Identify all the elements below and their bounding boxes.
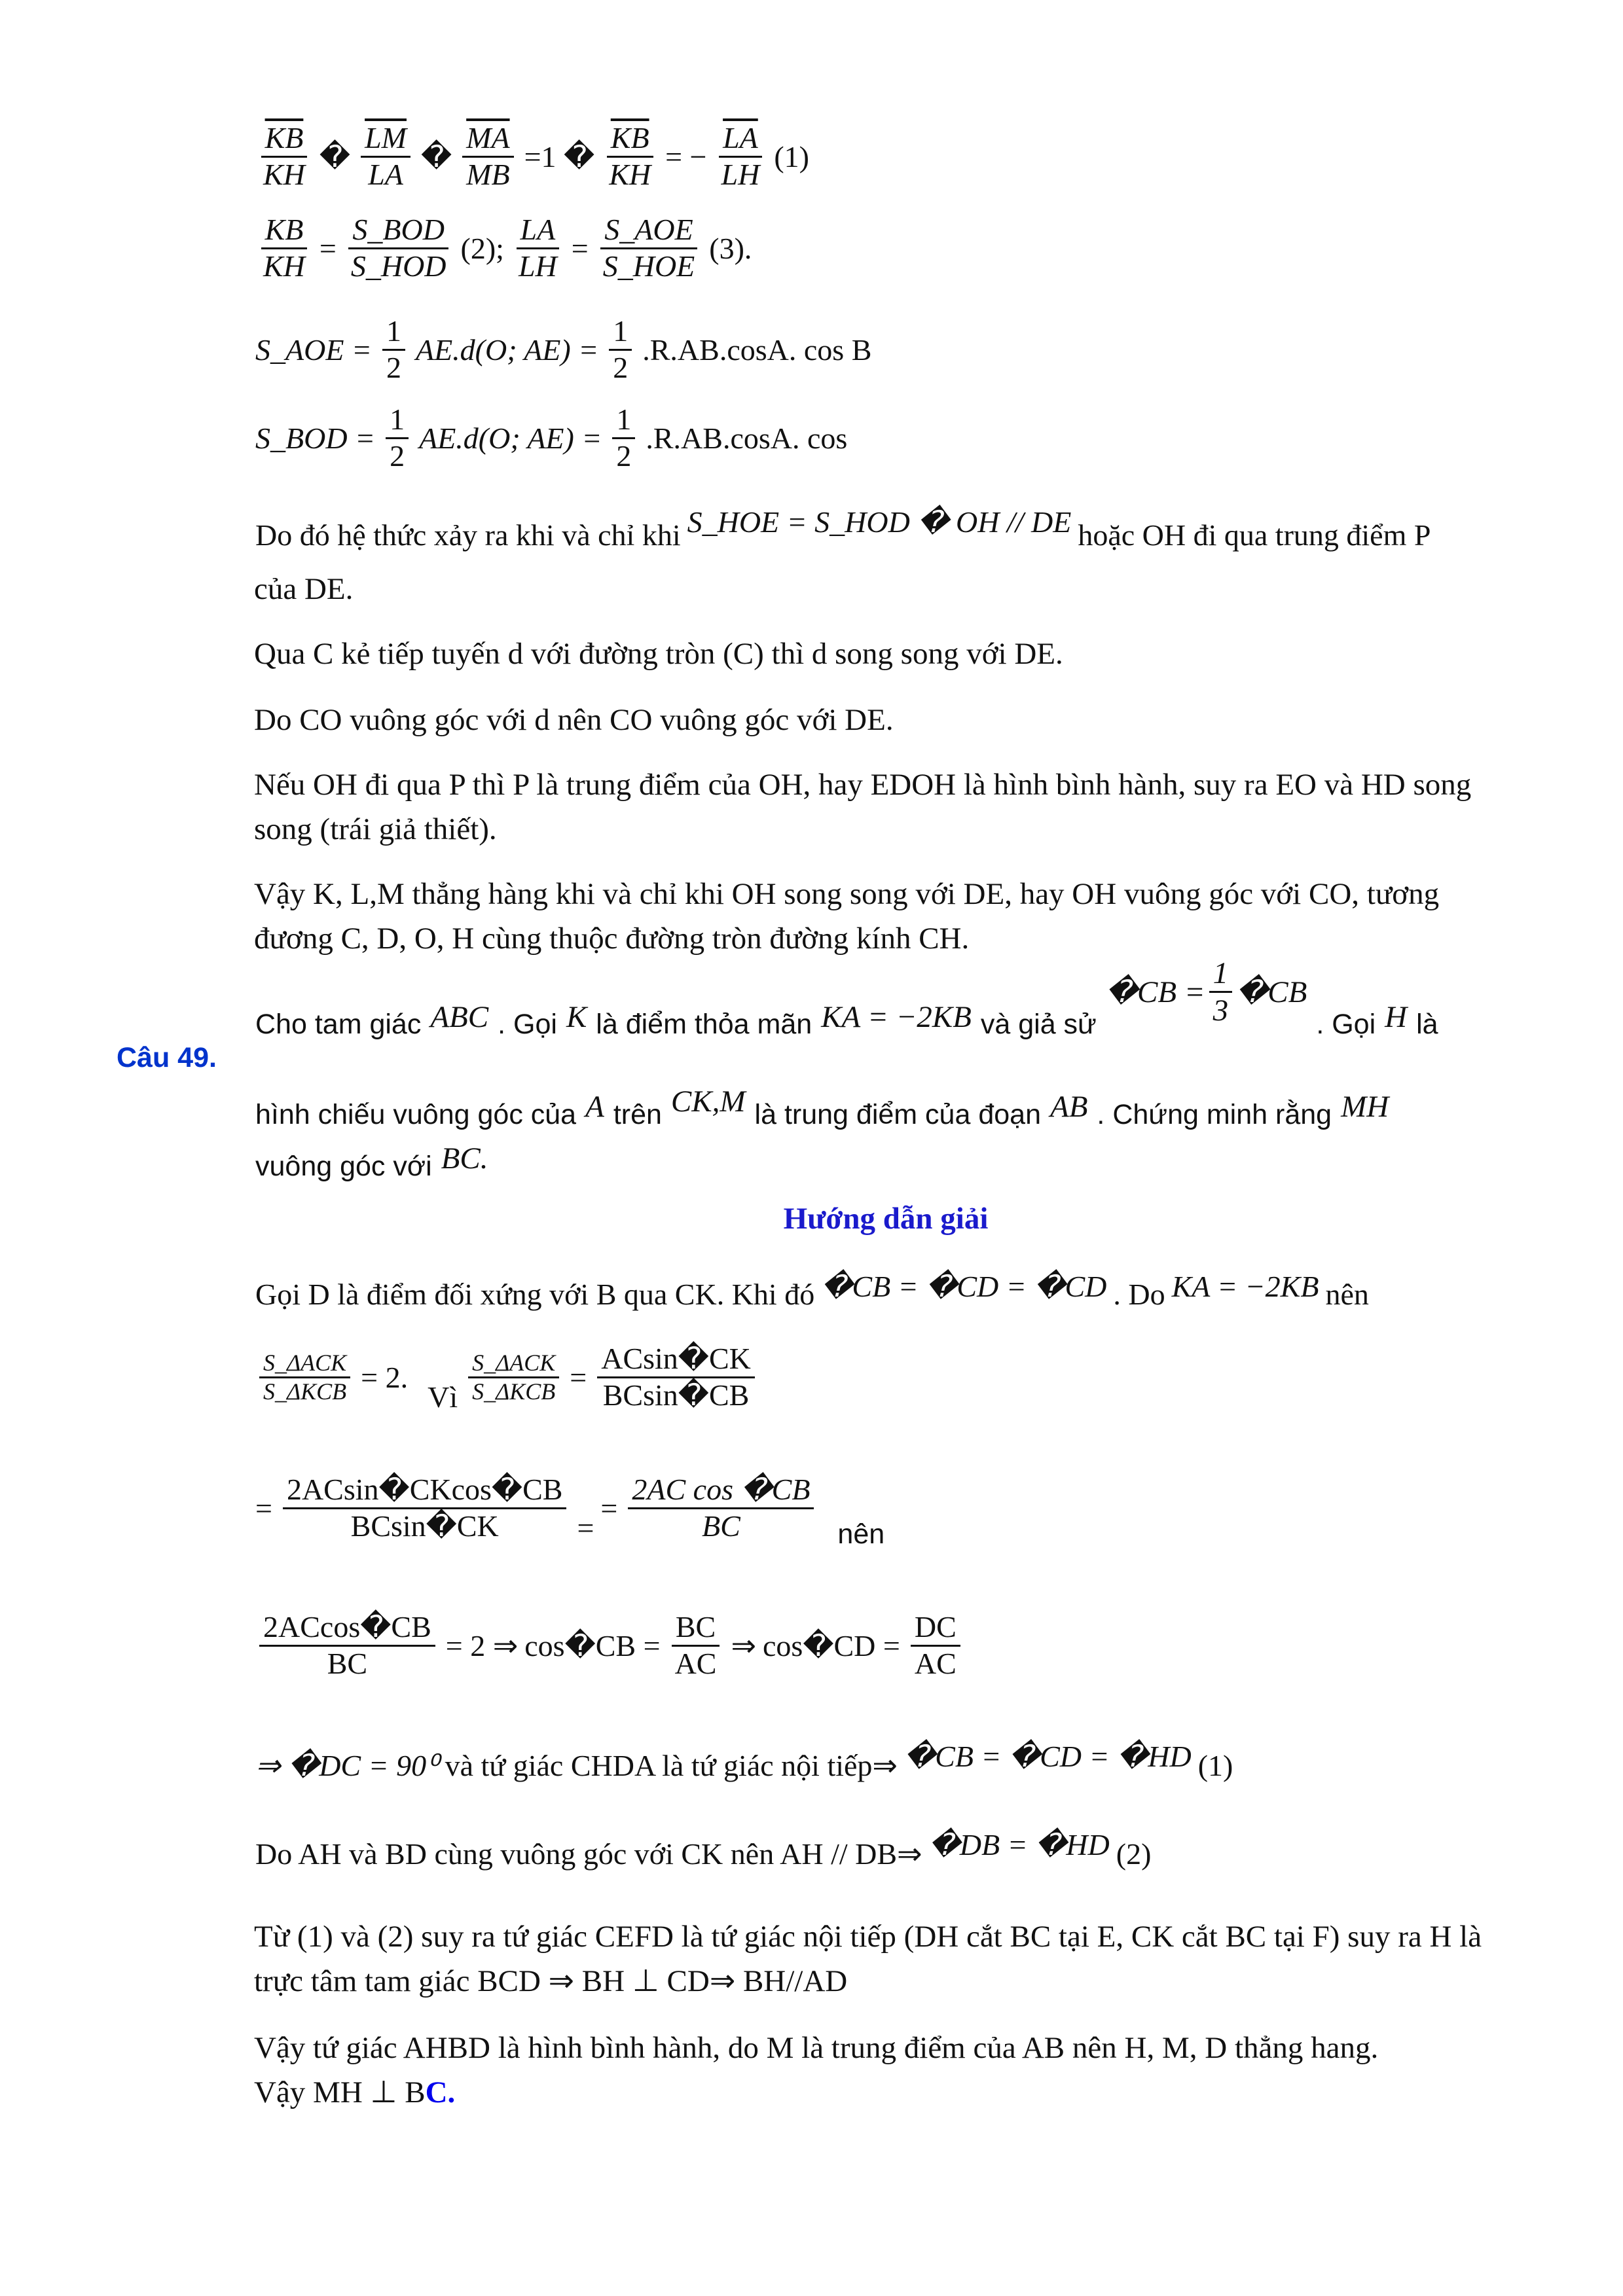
frac-den: LA	[368, 157, 403, 191]
text: Do AH và BD cùng vuông góc với CK nên AH // DB⇒	[255, 1837, 922, 1871]
text: là	[1416, 1009, 1438, 1041]
frac-num: DC	[911, 1610, 960, 1647]
math: CK,M	[670, 1085, 746, 1119]
text: ⇒	[731, 1629, 757, 1663]
math: H	[1385, 999, 1408, 1034]
paragraph-condition	[255, 505, 1431, 552]
frac-den: 2	[386, 350, 401, 384]
text: cos�CB =	[524, 1629, 661, 1663]
frac-den: 3	[1213, 994, 1229, 1028]
frac-den: KH	[609, 157, 651, 191]
text: . Gọi	[498, 1009, 557, 1041]
text: và tứ giác CHDA là tứ giác nội tiếp⇒	[445, 1749, 898, 1782]
question-label: Câu 49.	[117, 1042, 217, 1073]
text: vuông góc với	[255, 1150, 432, 1182]
equation-3	[255, 314, 871, 386]
equation-tag: (1)	[1197, 1748, 1233, 1782]
math: ⇒ �DC = 90⁰	[255, 1749, 439, 1782]
text: nên	[1325, 1277, 1369, 1311]
math: MH	[1341, 1090, 1389, 1124]
frac-num: BC	[672, 1610, 720, 1647]
frac-num: S_ΔACK	[259, 1350, 350, 1378]
text: cos�CD =	[763, 1629, 900, 1663]
frac-den: BC	[702, 1509, 740, 1543]
equation-2: $\frac{KB}{KH}$ = $\frac{\text{S\_BOD}}{\text{S\_HOD}}$ (2); $\frac{LA}{LH}$ = $\frac{\text{S\_AOE}}{\text{S\_HOE}}$ (3).	[255, 213, 752, 284]
frac-den: 2	[390, 439, 405, 473]
math: BC.	[441, 1141, 488, 1175]
text: Gọi D là điểm đối xứng với B qua CK. Khi đó	[255, 1277, 815, 1311]
frac-den: S_HOE	[602, 249, 695, 283]
math: �CB =	[1105, 975, 1205, 1010]
frac-num: 2AC cos �CB	[628, 1473, 814, 1509]
frac-den: AC	[674, 1646, 717, 1680]
text: là điểm thỏa mãn	[596, 1009, 812, 1041]
text: . Chứng minh rằng	[1097, 1098, 1332, 1130]
text: Vì	[428, 1380, 458, 1414]
lhs: S_BOD =	[255, 421, 376, 455]
paragraph: Qua C kẻ tiếp tuyến d với đường tròn (C) thì d song song với DE.	[254, 637, 1063, 671]
missing-glyph: �	[319, 140, 351, 174]
solution-line-1	[255, 1269, 1369, 1312]
frac-num: $\overline{KB}$	[607, 121, 653, 158]
frac-den: AC	[914, 1646, 957, 1680]
question-line-2	[255, 1085, 1389, 1132]
frac-num: 1	[612, 403, 635, 439]
frac-num: 1	[382, 314, 405, 351]
frac-num: KB	[261, 213, 308, 249]
frac-num: $\overline{LA}$	[719, 121, 762, 158]
paragraph: của DE.	[254, 572, 354, 606]
text: Cho tam giác	[255, 1009, 422, 1041]
equation-1	[255, 121, 809, 192]
frac-den: LH	[721, 157, 760, 191]
paragraph: Do CO vuông góc với d nên CO vuông góc với DE.	[254, 703, 894, 737]
frac-den: S_ΔKCB	[472, 1378, 556, 1405]
solution-line-6	[255, 1828, 1152, 1871]
solution-line-3: = $\frac{2ACsin�CKcos�CB}{BCsin�CK}$ = = $\frac{\text{2AC cos �CB}}{BC}$ nên	[255, 1473, 885, 1550]
math: ABC	[430, 999, 489, 1034]
equation-tag: (2)	[1116, 1837, 1152, 1871]
frac-den: 2	[613, 350, 629, 384]
frac-num: $\overline{LM}$	[361, 121, 410, 158]
frac-den: BCsin�CK	[350, 1509, 499, 1543]
frac-den: BCsin�CB	[602, 1378, 750, 1412]
frac-num: S_BOD	[348, 213, 448, 249]
equation-tag: (3).	[709, 231, 752, 265]
solution-line-2: $\frac{\text{S\_ΔACK}}{\text{S\_ΔKCB}}$ = 2. Vì $\frac{\text{S\_ΔACK}}{\text{S\_ΔKCB}}$ = $\frac{ACsin�CK}{BCsin�CB}$	[255, 1342, 759, 1413]
frac-num: $\overline{KB}$	[261, 121, 308, 158]
frac-den: 2	[616, 439, 632, 473]
equation-4	[255, 403, 847, 474]
frac-num: 2ACsin�CKcos�CB	[283, 1473, 567, 1509]
frac-num: S_ΔACK	[468, 1350, 559, 1378]
frac-den: KH	[263, 249, 305, 283]
paragraph: Vậy tứ giác AHBD là hình bình hành, do M là trung điểm của AB nên H, M, D thẳng hang.	[254, 2031, 1379, 2065]
equals-minus: = −	[665, 139, 707, 173]
frac-num: 1	[609, 314, 632, 351]
math: KA = −2KB	[1171, 1269, 1319, 1303]
paragraph: Từ (1) và (2) suy ra tứ giác CEFD là tứ giác nội tiếp (DH cắt BC tại E, CK cắt BC tại F) suy ra H là trực tâm tam giác BCD ⇒ BH ⊥ CD⇒ BH//AD	[254, 1920, 1482, 1998]
frac-num: LA	[517, 213, 560, 249]
paragraph: Nếu OH đi qua P thì P là trung điểm của OH, hay EDOH là hình bình hành, suy ra EO và HD song song (trái giả thiết).	[254, 768, 1472, 846]
text: nên	[837, 1518, 885, 1550]
text: và giả sử	[980, 1009, 1097, 1041]
question-line-3	[255, 1141, 488, 1184]
frac-den: S_HOD	[350, 249, 447, 283]
frac-den: LH	[518, 249, 557, 283]
text: . Do	[1113, 1277, 1165, 1311]
math: �DB = �HD	[928, 1828, 1110, 1861]
math: AB	[1050, 1090, 1088, 1124]
text: Do đó hệ thức xảy ra khi và chỉ khi	[255, 518, 681, 552]
math: �CB = �CD = �HD	[903, 1740, 1192, 1773]
frac-den: BC	[327, 1646, 368, 1680]
frac-den: S_ΔKCB	[263, 1378, 347, 1405]
solution-line-4	[255, 1610, 964, 1681]
text: . Gọi	[1316, 1009, 1376, 1041]
frac-num: 1	[386, 403, 409, 439]
lhs: S_AOE =	[255, 332, 372, 367]
text: = 2.	[361, 1360, 409, 1394]
text: hình chiếu vuông góc của	[255, 1098, 577, 1130]
expression: .R.AB.cosA. cos B	[642, 332, 872, 367]
text: = 2 ⇒	[445, 1629, 519, 1663]
text: hoặc OH đi qua trung điểm P	[1078, 518, 1431, 552]
math: K	[566, 999, 587, 1034]
math: �CB	[1236, 975, 1307, 1010]
paragraph: Vậy K, L,M thẳng hàng khi và chỉ khi OH song song với DE, hay OH vuông góc với CO, tương đương C, D, O, H cùng thuộc đường tròn đường kính CH.	[254, 877, 1440, 956]
expression: AE.d(O; AE) =	[415, 332, 599, 367]
expression: AE.d(O; AE) =	[419, 421, 602, 455]
expression: .R.AB.cosA. cos	[646, 421, 848, 455]
frac-num: S_AOE	[600, 213, 697, 249]
math: S_HOE = S_HOD � OH // DE	[687, 505, 1072, 539]
frac-num: ACsin�CK	[597, 1342, 755, 1378]
math: KA = −2KB	[821, 999, 972, 1034]
question-line-1	[255, 956, 1438, 1061]
equation-tag: (1)	[774, 139, 809, 173]
solution-heading: Hướng dẫn giải	[783, 1202, 989, 1236]
math: �CB = �CD = �CD	[821, 1270, 1107, 1303]
frac-num: 1	[1209, 956, 1233, 993]
frac-num: $\overline{MA}$	[462, 121, 513, 158]
text: trên	[613, 1098, 662, 1130]
frac-den: KH	[263, 157, 305, 191]
text: là trung điểm của đoạn	[754, 1098, 1041, 1130]
frac-den: MB	[466, 157, 510, 191]
conclusion	[254, 2070, 1524, 2115]
text: C.	[425, 2075, 456, 2109]
missing-glyph: �	[420, 140, 452, 174]
math: A	[585, 1090, 604, 1124]
equation-tag: (2);	[460, 231, 504, 265]
text: Vậy MH ⊥ B	[254, 2075, 426, 2109]
solution-line-5	[255, 1740, 1233, 1783]
equals-one: =1 �	[524, 140, 595, 174]
frac-num: 2ACcos�CB	[259, 1610, 435, 1647]
